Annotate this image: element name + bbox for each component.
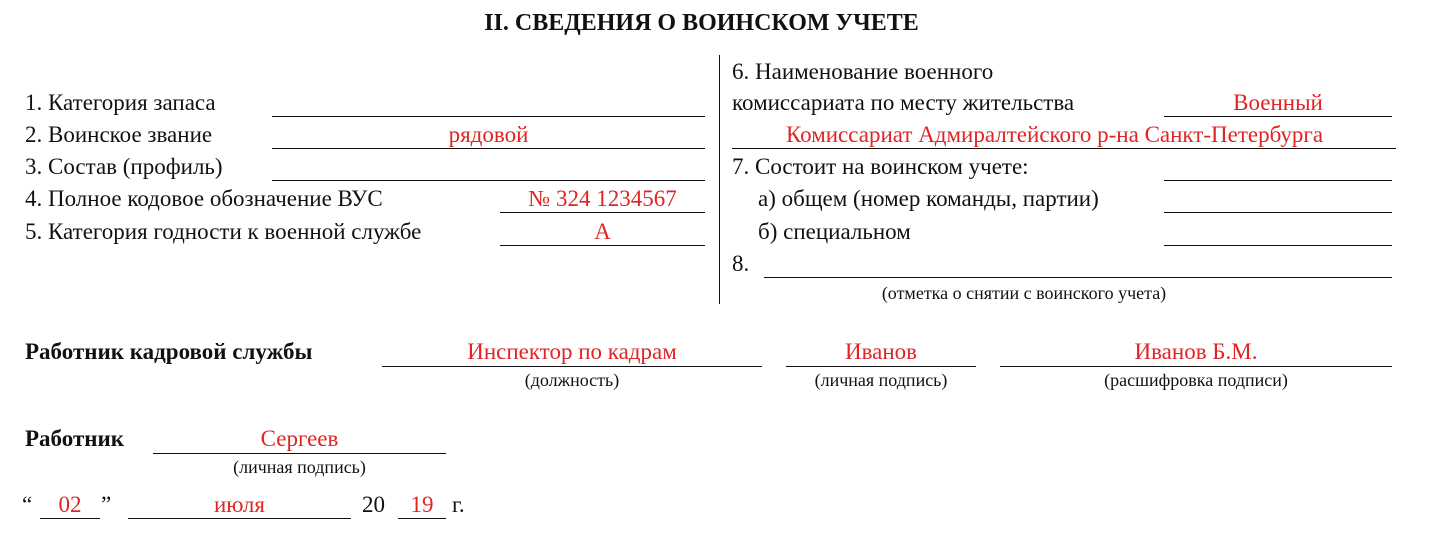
- field-value-fitness-category[interactable]: А: [594, 219, 611, 244]
- date-month-line[interactable]: [128, 518, 351, 519]
- hr-signature-caption: (личная подпись): [814, 370, 948, 390]
- employee-signature-line[interactable]: [153, 453, 446, 454]
- field-label-vus-code: 4. Полное кодовое обозначение ВУС: [25, 186, 383, 211]
- employee-label: Работник: [25, 426, 124, 451]
- item7-line[interactable]: [1164, 180, 1392, 181]
- date-close-quote: ”: [101, 492, 112, 517]
- item7b-line[interactable]: [1164, 245, 1392, 246]
- hr-decryption-value[interactable]: Иванов Б.М.: [1134, 339, 1258, 364]
- item8-caption: (отметка о снятии с воинского учета): [881, 283, 1167, 303]
- item7-label: 7. Состоит на воинском учете:: [732, 154, 1029, 179]
- field-label-reserve-category: 1. Категория запаса: [25, 90, 216, 115]
- field-line-composition[interactable]: [272, 180, 705, 181]
- date-day-line[interactable]: [40, 518, 100, 519]
- employee-signature-caption: (личная подпись): [233, 457, 366, 477]
- column-divider: [719, 55, 720, 304]
- section-title: II. СВЕДЕНИЯ О ВОИНСКОМ УЧЕТЕ: [484, 10, 919, 36]
- date-year-prefix: 20: [362, 492, 385, 517]
- item6-value2[interactable]: Комиссариат Адмиралтейского р-на Санкт-Петербурга: [785, 122, 1324, 147]
- hr-decryption-line[interactable]: [1000, 366, 1392, 367]
- item8-label: 8.: [732, 251, 750, 276]
- field-line-military-rank[interactable]: [272, 148, 705, 149]
- hr-decryption-caption: (расшифровка подписи): [1104, 370, 1288, 390]
- date-year-unit: г.: [452, 492, 465, 517]
- item7b-label: б) специальном: [758, 219, 911, 244]
- item8-line[interactable]: [764, 277, 1392, 278]
- item6-line2[interactable]: [732, 148, 1396, 149]
- date-day-value[interactable]: 02: [58, 492, 82, 517]
- date-year-line[interactable]: [398, 518, 446, 519]
- date-month-value[interactable]: июля: [214, 492, 265, 517]
- field-label-military-rank: 2. Воинское звание: [25, 122, 213, 147]
- item6-label-line1: 6. Наименование военного: [732, 59, 994, 84]
- item6-value1[interactable]: Военный: [1233, 90, 1323, 115]
- employee-signature-value[interactable]: Сергеев: [260, 426, 339, 451]
- field-line-vus-code[interactable]: [500, 212, 705, 213]
- hr-position-line[interactable]: [382, 366, 762, 367]
- item7a-label: а) общем (номер команды, партии): [758, 186, 1099, 211]
- hr-signature-line[interactable]: [786, 366, 976, 367]
- item7a-line[interactable]: [1164, 212, 1392, 213]
- field-value-military-rank[interactable]: рядовой: [448, 122, 529, 147]
- date-year-value[interactable]: 19: [410, 492, 434, 517]
- field-line-reserve-category[interactable]: [272, 116, 705, 117]
- field-label-fitness-category: 5. Категория годности к военной службе: [25, 219, 422, 244]
- item6-line1[interactable]: [1164, 116, 1392, 117]
- field-line-fitness-category[interactable]: [500, 245, 705, 246]
- field-value-vus-code[interactable]: № 324 1234567: [528, 186, 677, 211]
- item6-label-line2: комиссариата по месту жительства: [732, 90, 1075, 115]
- hr-position-value[interactable]: Инспектор по кадрам: [467, 339, 677, 364]
- hr-signature-value[interactable]: Иванов: [844, 339, 918, 364]
- hr-worker-label: Работник кадровой службы: [25, 339, 313, 364]
- hr-position-caption: (должность): [524, 370, 620, 390]
- date-open-quote: “: [22, 492, 33, 517]
- field-label-composition: 3. Состав (профиль): [25, 154, 223, 179]
